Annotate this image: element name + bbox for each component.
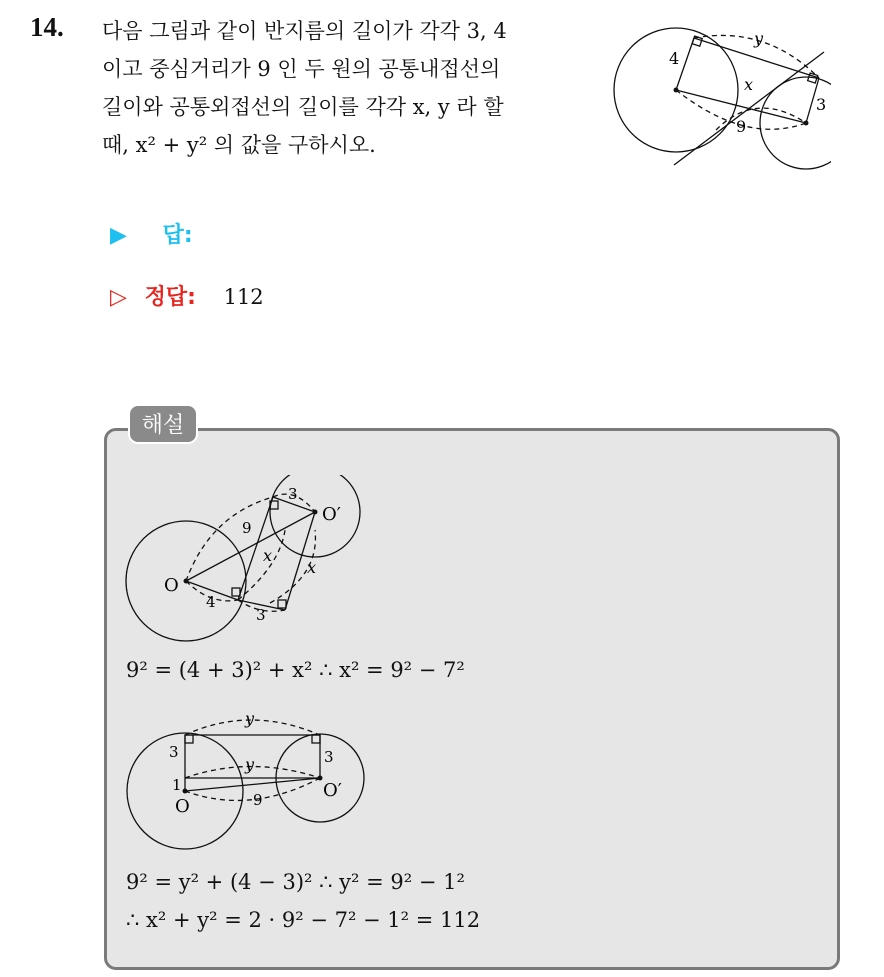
- label-3: 3: [816, 95, 827, 114]
- solution-tab: 해설: [128, 404, 198, 444]
- label-1: 1: [172, 776, 182, 794]
- label-3: 3: [169, 743, 179, 761]
- label-9: 9: [253, 791, 263, 809]
- question-figure: [606, 20, 831, 170]
- label-x: x: [307, 558, 317, 577]
- label-3: 3: [256, 606, 266, 624]
- question-line: 이고 중심거리가 9 인 두 원의 공통내접선의: [102, 57, 501, 81]
- label-y: y: [245, 755, 255, 774]
- correct-answer-row: [110, 280, 264, 311]
- point-o: O: [175, 796, 190, 817]
- point-o: O: [164, 575, 179, 596]
- point-o-prime: O′: [323, 780, 342, 801]
- equation-1: 9² = (4 + 3)² + x² ∴ x² = 9² − 7²: [126, 658, 465, 682]
- question-text: [102, 12, 592, 164]
- inner-tangent: [674, 52, 827, 165]
- label-4: 4: [206, 593, 216, 611]
- small-circle: [760, 77, 831, 169]
- label-x: x: [744, 75, 754, 94]
- label-y: y: [245, 709, 255, 728]
- outline-play-icon: ▷: [110, 285, 127, 310]
- question-line: 때, x² + y² 의 값을 구하시오.: [102, 133, 376, 157]
- correct-answer-label: 정답:: [144, 285, 196, 310]
- solution-figure-inner-tangent: [120, 475, 370, 650]
- label-y: y: [754, 29, 764, 48]
- question-number: 14.: [30, 12, 64, 42]
- play-icon: ▶: [110, 223, 127, 248]
- answer-label: 답:: [162, 223, 193, 248]
- question-line: 길이와 공통외접선의 길이를 각각 x, y 라 할: [102, 95, 504, 119]
- label-x: x: [263, 546, 273, 565]
- equation-3: ∴ x² + y² = 2 · 9² − 7² − 1² = 112: [126, 908, 481, 932]
- question-line: 다음 그림과 같이 반지름의 길이가 각각 3, 4: [102, 19, 507, 43]
- label-3: 3: [288, 485, 298, 503]
- equation-2: 9² = y² + (4 − 3)² ∴ y² = 9² − 1²: [126, 870, 465, 894]
- answer-row: [110, 218, 193, 249]
- point-o-prime: O′: [322, 504, 341, 525]
- label-4: 4: [669, 49, 680, 68]
- solution-figure-outer-tangent: [120, 705, 380, 850]
- correct-answer-value: 112: [223, 285, 264, 309]
- label-9: 9: [242, 519, 252, 537]
- label-3: 3: [324, 748, 334, 766]
- label-9: 9: [736, 117, 747, 136]
